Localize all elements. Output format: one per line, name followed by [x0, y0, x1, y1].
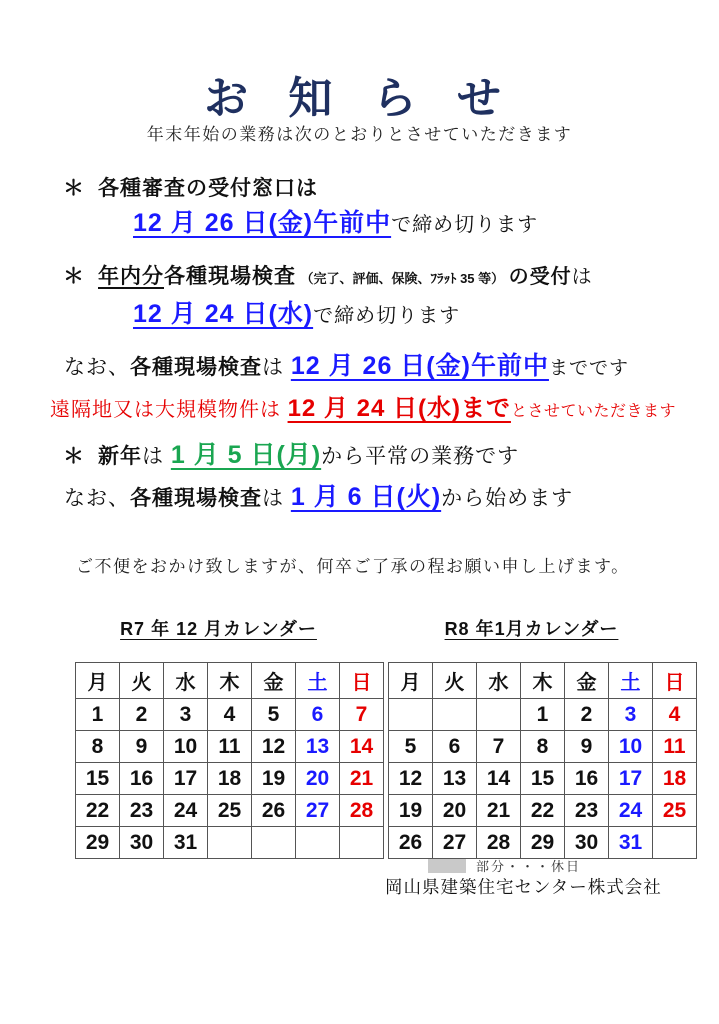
item2-tail-bold: の受付 — [508, 266, 572, 288]
calendar-cell: 19 — [252, 763, 296, 795]
calendar-cell: 25 — [208, 795, 252, 827]
calendar-week-row — [389, 827, 697, 859]
calendar-cell: 10 — [164, 731, 208, 763]
note2-prefix: なお、 — [64, 487, 130, 510]
item2-suffix: で締め切ります — [313, 305, 461, 327]
calendar-cell: 22 — [76, 795, 120, 827]
weekday-header: 日 — [653, 663, 697, 699]
weekday-header: 月 — [389, 663, 433, 699]
calendar-cell: 11 — [653, 731, 697, 763]
weekday-header: 土 — [609, 663, 653, 699]
calendar-cell: 20 — [296, 763, 340, 795]
weekday-header: 火 — [120, 663, 164, 699]
weekday-header: 木 — [521, 663, 565, 699]
remote-suffix: とさせていただきます — [510, 403, 676, 420]
calendar-week-row — [76, 699, 384, 731]
calendar-cell: 29 — [521, 827, 565, 859]
item1-deadline-date: 12 月 26 日(金)午前中 — [133, 209, 392, 237]
calendar-cell: 7 — [340, 699, 384, 731]
calendar-cell: 18 — [208, 763, 252, 795]
holiday-legend-label: 部分・・・休日 — [476, 859, 582, 874]
notice-item1-line1 — [63, 172, 318, 202]
item3-suffix: から平常の業務です — [321, 445, 520, 468]
calendar-cell — [252, 827, 296, 859]
calendar-cell: 30 — [120, 827, 164, 859]
holiday-swatch-icon — [428, 859, 466, 873]
calendar-cell: 5 — [252, 699, 296, 731]
note2-bold: 各種現場検査 — [130, 487, 262, 510]
calendar-cell: 28 — [340, 795, 384, 827]
notice-item2-line2 — [133, 294, 460, 330]
calendar-title-january: R8 年1月カレンダー — [444, 619, 619, 639]
item2-tail: は — [571, 266, 593, 288]
notice-remote — [50, 388, 676, 423]
calendar-cell: 15 — [521, 763, 565, 795]
calendar-week-row — [389, 795, 697, 827]
calendar-cell — [208, 827, 252, 859]
calendar-cell: 1 — [76, 699, 120, 731]
weekday-header: 水 — [477, 663, 521, 699]
calendar-cell — [340, 827, 384, 859]
calendar-cell: 13 — [296, 731, 340, 763]
note1-bold: 各種現場検査 — [130, 356, 262, 379]
item2-lead-underlined: 年内分 — [98, 265, 164, 288]
calendar-week-row — [76, 827, 384, 859]
calendar-cell: 10 — [609, 731, 653, 763]
calendar-week-row — [76, 731, 384, 763]
notice-note1 — [64, 346, 629, 382]
calendar-cell: 9 — [120, 731, 164, 763]
calendar-cell — [296, 827, 340, 859]
notice-note2 — [64, 477, 573, 513]
calendar-week-row — [389, 763, 697, 795]
calendar-cell: 24 — [609, 795, 653, 827]
calendar-cell — [477, 699, 521, 731]
calendar-cell: 13 — [433, 763, 477, 795]
calendar-week-row — [76, 763, 384, 795]
calendar-cell: 21 — [340, 763, 384, 795]
calendar-cell: 22 — [521, 795, 565, 827]
remote-prefix: 遠隔地又は大規模物件は — [50, 399, 288, 421]
calendar-cell: 19 — [389, 795, 433, 827]
calendar-cell: 9 — [565, 731, 609, 763]
calendar-cell: 26 — [252, 795, 296, 827]
note2-date: 1 月 6 日(火) — [290, 483, 442, 511]
page-title: お 知 ら せ — [204, 74, 515, 123]
notice-item1-line2 — [133, 203, 538, 239]
calendar-cell: 4 — [653, 699, 697, 731]
calendar-week-row — [389, 699, 697, 731]
calendar-weekday-row — [76, 663, 384, 699]
calendar-title-december: R7 年 12 月カレンダー — [120, 619, 317, 639]
weekday-header: 金 — [565, 663, 609, 699]
calendar-cell — [389, 699, 433, 731]
remote-date: 12 月 24 日(水)まで — [287, 395, 511, 422]
calendar-cell: 16 — [565, 763, 609, 795]
calendar-cell: 21 — [477, 795, 521, 827]
calendar-cell: 6 — [433, 731, 477, 763]
calendar-table-january — [388, 662, 697, 859]
calendar-cell: 2 — [565, 699, 609, 731]
bullet-asterisk: ＊ — [63, 177, 84, 200]
calendar-cell: 12 — [389, 763, 433, 795]
calendar-cell: 15 — [76, 763, 120, 795]
calendar-cell: 3 — [609, 699, 653, 731]
calendar-cell: 1 — [521, 699, 565, 731]
calendar-cell: 17 — [164, 763, 208, 795]
page-subtitle: 年末年始の業務は次のとおりとさせていただきます — [146, 125, 573, 144]
holiday-legend — [428, 856, 581, 875]
calendar-cell: 8 — [521, 731, 565, 763]
notice-item3 — [63, 435, 519, 471]
note1-suffix: までです — [548, 358, 629, 379]
item2-deadline-date: 12 月 24 日(水) — [133, 300, 314, 328]
weekday-header: 金 — [252, 663, 296, 699]
calendar-cell: 25 — [653, 795, 697, 827]
calendar-cell: 18 — [653, 763, 697, 795]
item2-paren-note: （完了、評価、保険、ﾌﾗｯﾄ 35 等） — [300, 271, 505, 286]
weekday-header: 火 — [433, 663, 477, 699]
note1-prefix: なお、 — [64, 356, 130, 379]
calendar-weekday-row — [389, 663, 697, 699]
calendar-cell: 12 — [252, 731, 296, 763]
calendar-cell: 27 — [433, 827, 477, 859]
calendar-cell: 26 — [389, 827, 433, 859]
note2-mid: は — [262, 487, 291, 510]
calendar-cell: 3 — [164, 699, 208, 731]
item3-mid: は — [142, 445, 171, 468]
calendar-cell: 29 — [76, 827, 120, 859]
item3-bold: 新年 — [98, 445, 142, 468]
item1-suffix: で締め切ります — [391, 214, 539, 236]
calendar-cell: 28 — [477, 827, 521, 859]
calendar-cell: 16 — [120, 763, 164, 795]
note2-suffix: から始めます — [441, 487, 574, 510]
calendar-week-row — [389, 731, 697, 763]
calendar-cell: 27 — [296, 795, 340, 827]
calendar-cell: 5 — [389, 731, 433, 763]
calendar-cell: 30 — [565, 827, 609, 859]
calendar-cell: 31 — [609, 827, 653, 859]
calendar-cell: 6 — [296, 699, 340, 731]
calendar-week-row — [76, 795, 384, 827]
calendar-cell: 7 — [477, 731, 521, 763]
weekday-header: 土 — [296, 663, 340, 699]
weekday-header: 日 — [340, 663, 384, 699]
calendar-cell — [653, 827, 697, 859]
calendar-table-december — [75, 662, 384, 859]
notice-item2-line1 — [63, 260, 593, 290]
calendar-cell: 23 — [565, 795, 609, 827]
calendar-cell: 14 — [340, 731, 384, 763]
item1-text: 各種審査の受付窓口は — [98, 177, 318, 200]
calendar-cell: 23 — [120, 795, 164, 827]
company-name: 岡山県建築住宅センター株式会社 — [385, 877, 662, 897]
note1-mid: は — [262, 356, 291, 379]
item2-lead: 各種現場検査 — [164, 265, 296, 288]
calendar-cell: 24 — [164, 795, 208, 827]
calendar-cell: 14 — [477, 763, 521, 795]
calendar-cell: 2 — [120, 699, 164, 731]
weekday-header: 水 — [164, 663, 208, 699]
weekday-header: 木 — [208, 663, 252, 699]
calendar-cell: 31 — [164, 827, 208, 859]
calendar-cell: 4 — [208, 699, 252, 731]
calendar-cell: 8 — [76, 731, 120, 763]
calendar-cell — [433, 699, 477, 731]
calendar-cell: 20 — [433, 795, 477, 827]
calendar-cell: 17 — [609, 763, 653, 795]
bullet-asterisk: ＊ — [63, 265, 84, 288]
item3-date: 1 月 5 日(月) — [170, 441, 322, 469]
apology-text: ご不便をおかけ致しますが、何卒ご了承の程お願い申し上げます。 — [76, 557, 630, 576]
note1-date: 12 月 26 日(金)午前中 — [290, 352, 549, 380]
weekday-header: 月 — [76, 663, 120, 699]
calendar-cell: 11 — [208, 731, 252, 763]
bullet-asterisk: ＊ — [63, 445, 84, 468]
